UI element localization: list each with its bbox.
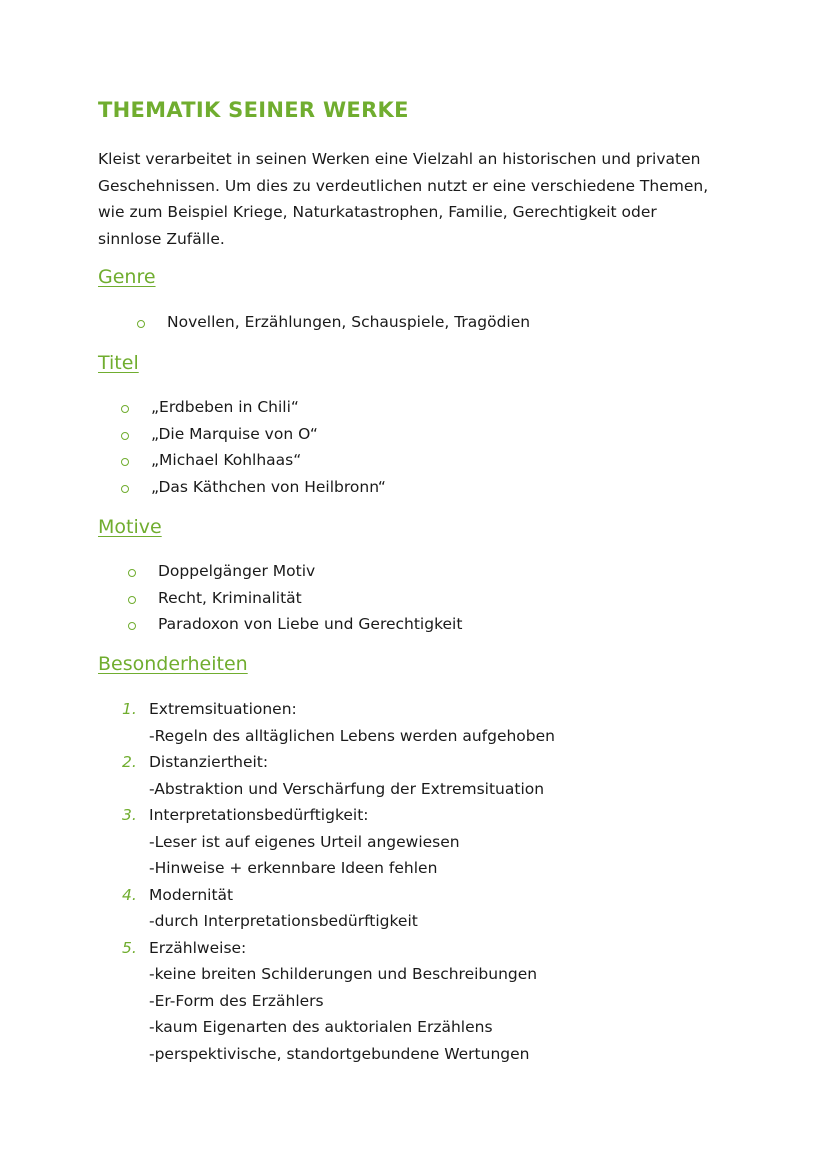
list-item: Novellen, Erzählungen, Schauspiele, Tragödien <box>137 309 530 336</box>
section-heading-genre: Genre <box>98 266 156 288</box>
item-number: 5. <box>122 938 137 957</box>
section-heading-titel: Titel <box>98 352 139 374</box>
list-item: Doppelgänger Motiv <box>128 558 462 585</box>
titel-list <box>121 394 386 500</box>
item-detail: -Regeln des alltäglichen Lebens werden aufgehoben <box>149 726 555 745</box>
numbered-item <box>122 935 555 1068</box>
numbered-item <box>122 749 555 802</box>
intro-paragraph: Kleist verarbeitet in seinen Werken eine Vielzahl an historischen und privaten Geschehnissen. Um dies zu verdeutlichen nutzt er eine verschiedene Themen, wie zum Beispiel Kriege, Naturkatastrophen, Familie, Gerechtigkeit oder sinnlose Zufälle. <box>98 150 709 248</box>
list-item: „Erdbeben in Chili“ <box>121 394 386 421</box>
item-number: 2. <box>122 753 137 771</box>
item-number: 1. <box>122 700 137 718</box>
circle-bullet-icon <box>128 622 136 630</box>
numbered-item <box>122 882 555 935</box>
item-detail: -Er-Form des Erzählers <box>149 991 324 1010</box>
item-label: Distanziertheit: <box>149 753 269 771</box>
circle-bullet-icon <box>121 405 129 413</box>
circle-bullet-icon <box>128 596 136 604</box>
numbered-item <box>122 802 555 882</box>
circle-bullet-icon <box>121 432 129 440</box>
besonderheiten-list <box>122 696 555 1067</box>
circle-bullet-icon <box>121 485 129 493</box>
item-detail: -kaum Eigenarten des auktorialen Erzählens <box>149 1018 493 1036</box>
list-item: „Das Käthchen von Heilbronn“ <box>121 474 386 501</box>
item-label: Erzählweise: <box>149 938 247 957</box>
item-number: 3. <box>122 806 137 824</box>
list-item: „Die Marquise von O“ <box>121 421 386 448</box>
item-detail: -durch Interpretationsbedürftigkeit <box>149 912 418 930</box>
item-detail: -keine breiten Schilderungen und Beschreibungen <box>149 965 538 983</box>
list-item: Recht, Kriminalität <box>128 585 462 612</box>
circle-bullet-icon <box>128 569 136 577</box>
item-label: Modernität <box>149 885 234 904</box>
item-detail: -Abstraktion und Verschärfung der Extremsituation <box>149 779 545 798</box>
item-label: Extremsituationen: <box>149 700 297 718</box>
section-heading-motive: Motive <box>98 516 162 538</box>
item-detail: -Leser ist auf eigenes Urteil angewiesen <box>149 832 460 851</box>
item-label: Interpretationsbedürftigkeit: <box>149 806 369 824</box>
circle-bullet-icon <box>137 320 145 328</box>
list-item: Paradoxon von Liebe und Gerechtigkeit <box>128 611 462 638</box>
numbered-item <box>122 696 555 749</box>
item-detail: -Hinweise + erkennbare Ideen fehlen <box>149 859 438 877</box>
item-detail: -perspektivische, standortgebundene Wertungen <box>149 1044 530 1063</box>
motive-list <box>128 558 462 638</box>
genre-list <box>137 309 530 336</box>
circle-bullet-icon <box>121 458 129 466</box>
list-item: „Michael Kohlhaas“ <box>121 447 386 474</box>
page-title: THEMATIK SEINER WERKE <box>98 98 409 122</box>
item-number: 4. <box>122 885 137 904</box>
section-heading-besonderheiten: Besonderheiten <box>98 653 248 675</box>
